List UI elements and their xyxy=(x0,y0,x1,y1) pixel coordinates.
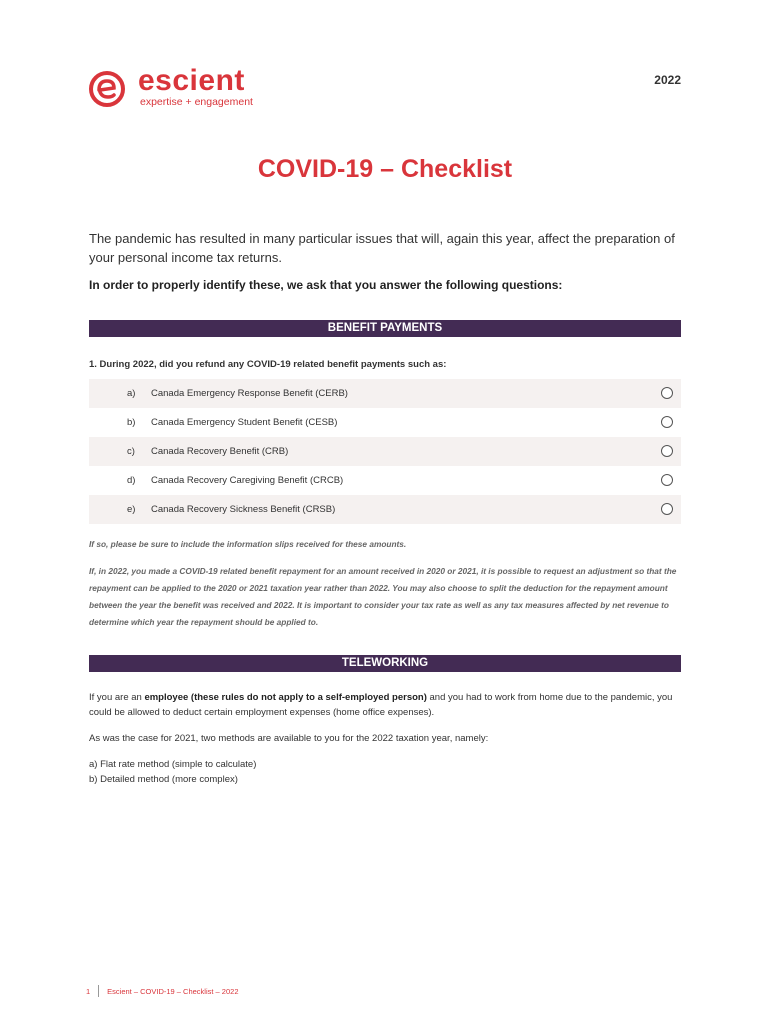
document-year: 2022 xyxy=(654,73,681,87)
teleworking-p1-start: If you are an xyxy=(89,692,145,703)
teleworking-p1-end: and you had to work from home due to the pandemic, you could be allowed to deduct certain employment expenses (home office expenses). xyxy=(89,692,673,718)
intro-instruction: In order to properly identify these, we ask that you answer the following questions: xyxy=(89,278,563,292)
option-label: Canada Recovery Benefit (CRB) xyxy=(151,446,289,457)
option-crsb xyxy=(89,495,681,524)
footer-text: Escient – COVID-19 – Checklist – 2022 xyxy=(107,986,239,996)
escient-logo-icon xyxy=(88,68,128,110)
option-radio[interactable] xyxy=(661,387,673,399)
intro-paragraph: The pandemic has resulted in many particular issues that will, again this year, affect the preparation of your personal income tax returns. xyxy=(89,231,675,265)
teleworking-heading: TELEWORKING xyxy=(89,655,681,672)
option-label: Canada Emergency Response Benefit (CERB) xyxy=(151,388,348,399)
option-label: Canada Recovery Caregiving Benefit (CRCB) xyxy=(151,475,344,486)
option-radio[interactable] xyxy=(661,416,673,428)
option-cerb xyxy=(89,379,681,408)
option-letter: c) xyxy=(127,446,135,457)
option-letter: e) xyxy=(127,504,136,515)
benefit-options-list xyxy=(89,379,681,524)
escient-logo xyxy=(88,64,258,110)
method-a: a) Flat rate method (simple to calculate) xyxy=(89,759,257,770)
brand-tagline: expertise + engagement xyxy=(140,96,253,108)
option-label: Canada Recovery Sickness Benefit (CRSB) xyxy=(151,504,336,515)
page-footer xyxy=(86,985,238,997)
page-title: COVID-19 – Checklist xyxy=(257,155,513,183)
question-1: 1. During 2022, did you refund any COVID-19 related benefit payments such as: xyxy=(89,359,447,370)
option-letter: a) xyxy=(127,388,136,399)
option-crcb xyxy=(89,466,681,495)
option-cesb xyxy=(89,408,681,437)
option-radio[interactable] xyxy=(661,503,673,515)
option-crb xyxy=(89,437,681,466)
option-letter: d) xyxy=(127,475,136,486)
benefit-payments-heading: BENEFIT PAYMENTS xyxy=(89,320,681,337)
brand-name: escient xyxy=(138,64,245,97)
teleworking-p1-bold: employee (these rules do not apply to a self-employed person) xyxy=(144,692,427,703)
option-label: Canada Emergency Student Benefit (CESB) xyxy=(151,417,338,428)
footer-divider xyxy=(98,985,99,997)
repayment-note: If, in 2022, you made a COVID-19 related benefit repayment for an amount received in 2020 or 2021, it is possible to request an adjustment so that the repayment can be applied to the 2020 or 2021 taxation year rather than 2022. You may also choose to split the deduction for the repayment amount between the year the benefit was received and 2022. It is important to consider your tax rate as well as any tax measures affected by net revenue to determine which year the repayment should be applied to. xyxy=(89,566,677,627)
info-slips-note: If so, please be sure to include the information slips received for these amounts. xyxy=(89,539,407,549)
option-radio[interactable] xyxy=(661,474,673,486)
method-b: b) Detailed method (more complex) xyxy=(89,774,238,785)
teleworking-paragraph-1 xyxy=(89,690,681,720)
option-radio[interactable] xyxy=(661,445,673,457)
page-number: 1 xyxy=(86,986,91,996)
teleworking-paragraph-2: As was the case for 2021, two methods are available to you for the 2022 taxation year, namely: xyxy=(89,733,489,744)
option-letter: b) xyxy=(127,417,136,428)
